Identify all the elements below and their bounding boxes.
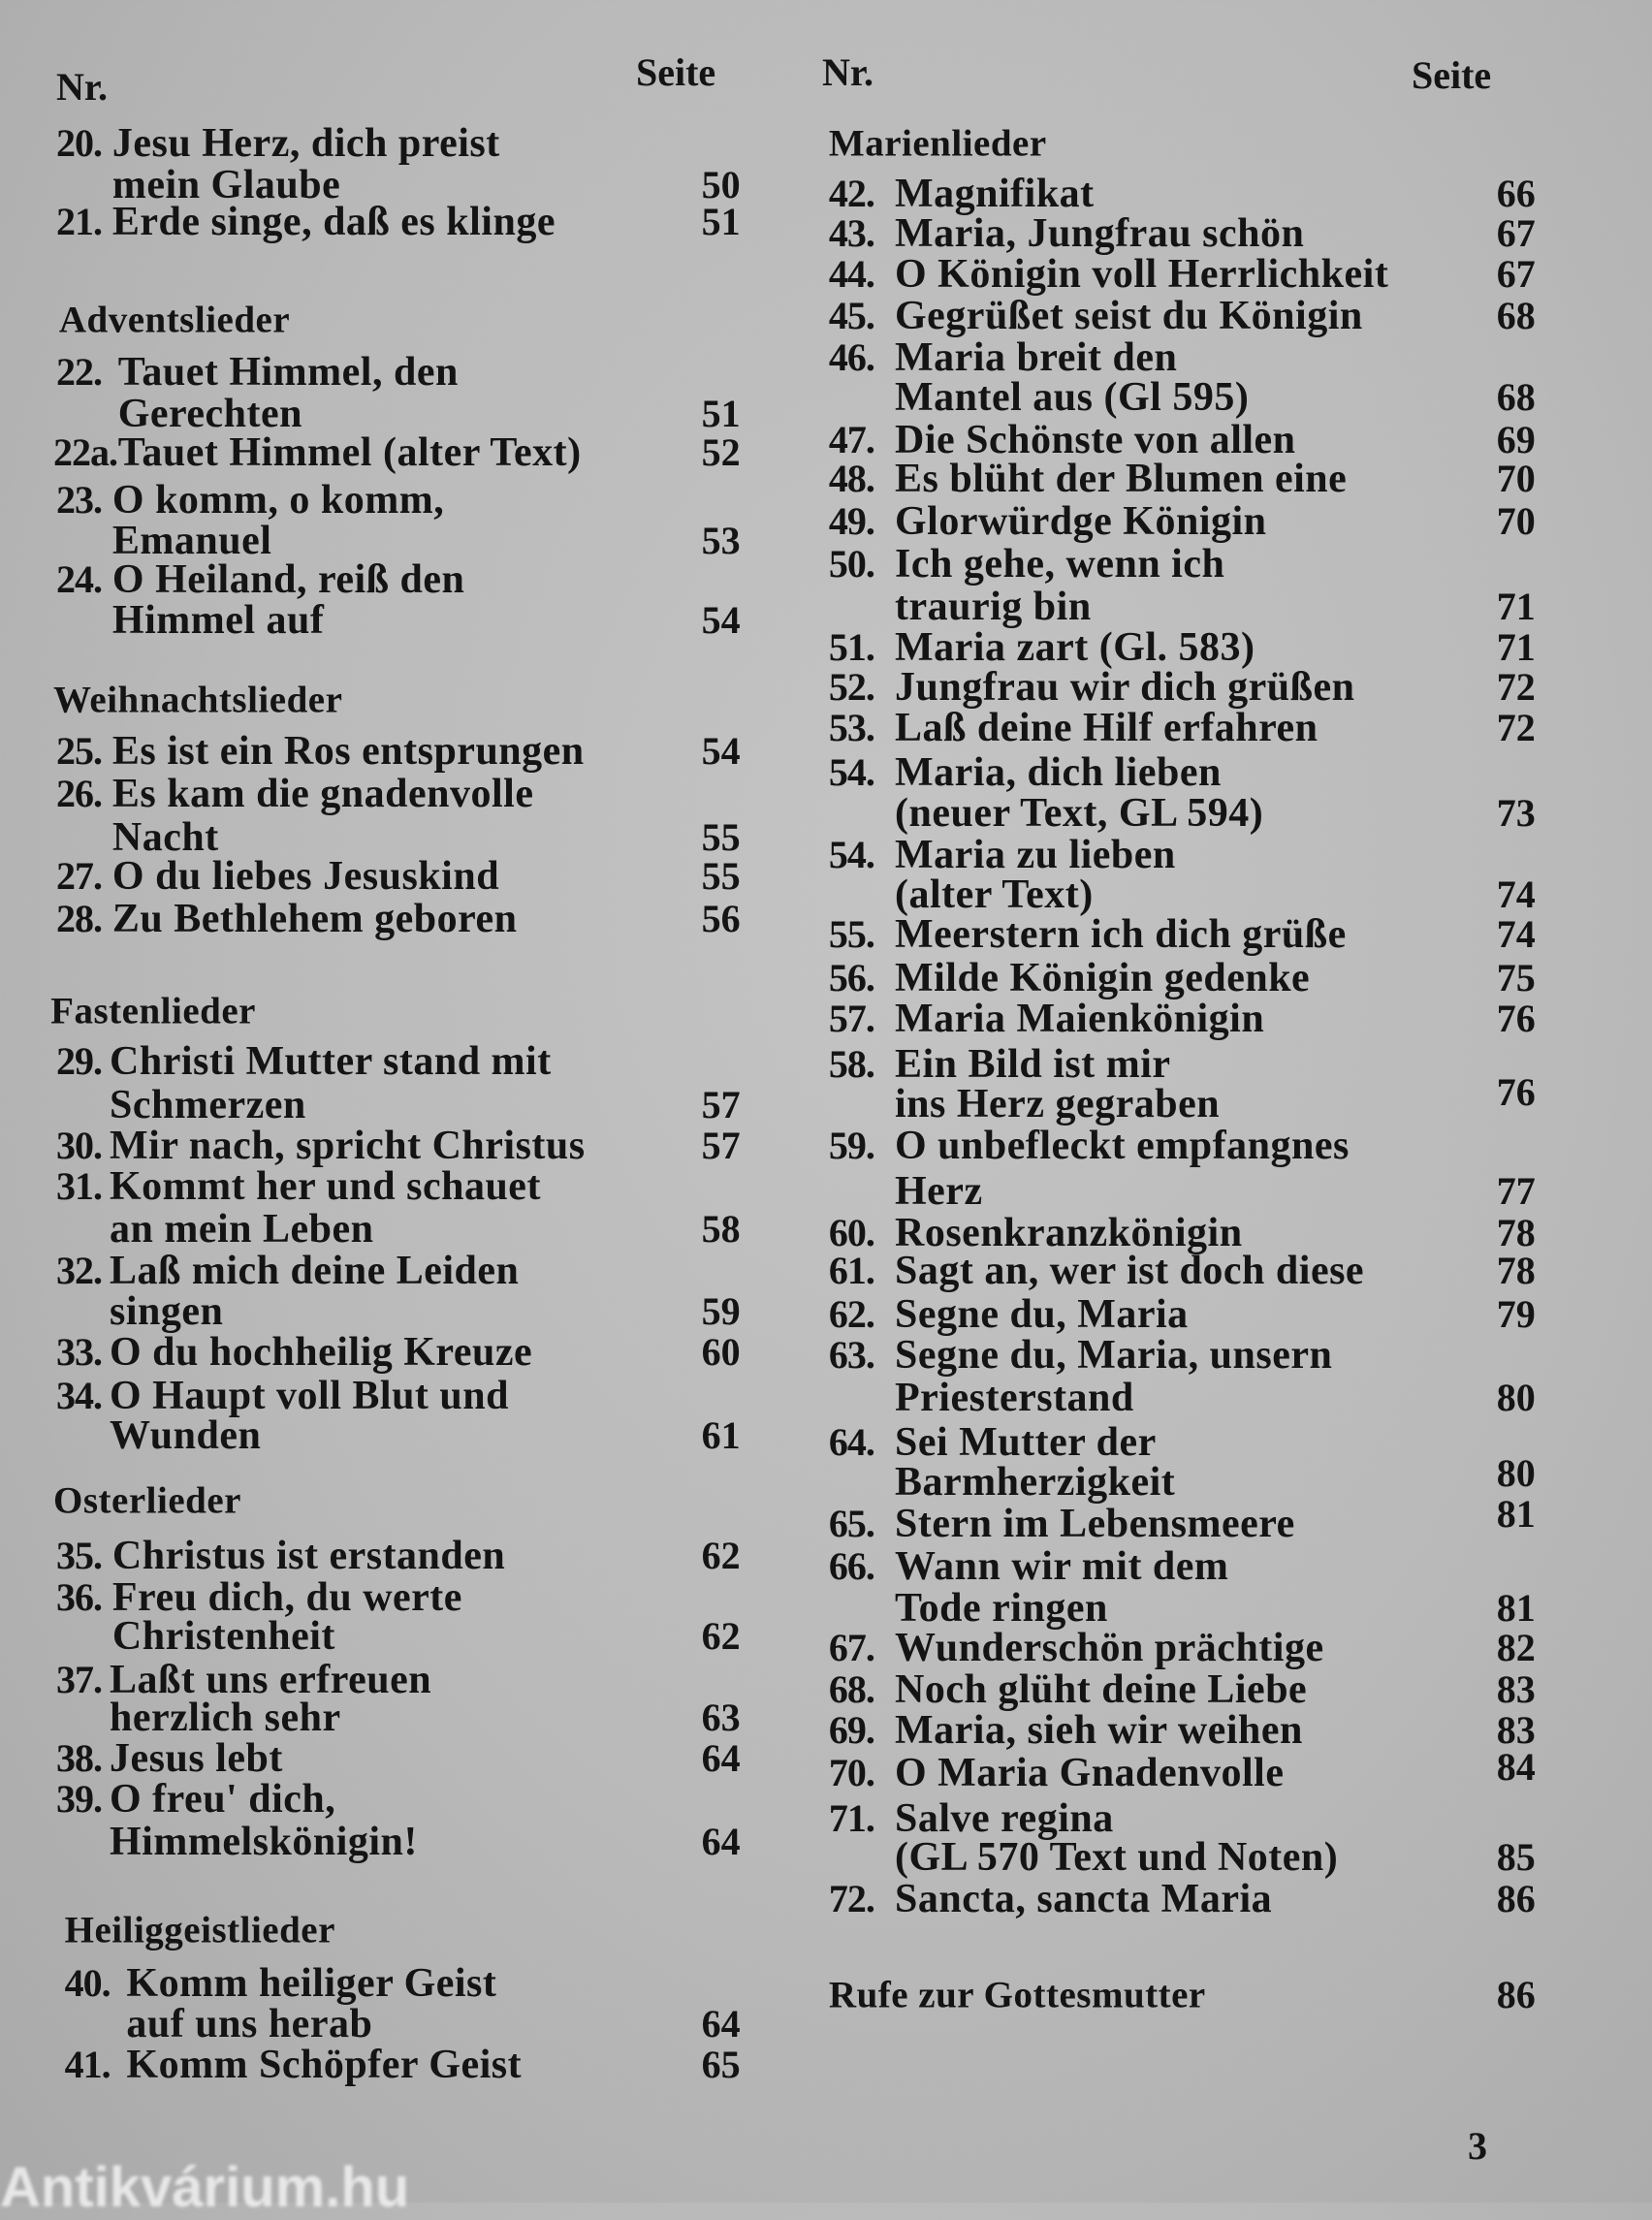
- entry-title[interactable]: Sancta, sancta Maria: [895, 1877, 1273, 1922]
- page-ref[interactable]: 69: [1496, 417, 1536, 461]
- entry-title[interactable]: Maria, Jungfrau schön: [895, 210, 1305, 256]
- left-seite-label: Seite: [636, 50, 716, 94]
- entry-number: 54.: [828, 833, 874, 877]
- entry-number: 35.: [55, 1534, 102, 1578]
- entry-title[interactable]: Maria, dich lieben: [895, 749, 1222, 795]
- entry-number: 42.: [828, 171, 874, 215]
- entry-number: 66.: [828, 1543, 874, 1588]
- entry-title[interactable]: Segne du, Maria, unsern: [895, 1333, 1333, 1379]
- page-ref[interactable]: 74: [1496, 911, 1536, 956]
- entry-title[interactable]: Erde singe, daß es klinge: [111, 199, 556, 244]
- entry-title[interactable]: O freu' dich,: [110, 1777, 336, 1823]
- entry-title[interactable]: Wunden: [110, 1412, 262, 1458]
- entry-title[interactable]: Jungfrau wir dich grüßen: [895, 664, 1355, 710]
- entry-title[interactable]: auf uns herab: [126, 2002, 373, 2046]
- entry-title[interactable]: Ein Bild ist mir: [895, 1042, 1171, 1088]
- page-ref[interactable]: 70: [1496, 498, 1536, 543]
- entry-number: 38.: [55, 1736, 102, 1781]
- entry-number: 64.: [828, 1420, 874, 1465]
- entry-number: 45.: [828, 294, 874, 338]
- entry-title[interactable]: Jesu Herz, dich preist: [111, 120, 500, 166]
- entry-title[interactable]: Maria zu lieben: [895, 833, 1176, 878]
- page-ref[interactable]: 83: [1496, 1708, 1536, 1753]
- entry-number: 54.: [828, 749, 874, 794]
- page-ref[interactable]: 86: [1496, 1972, 1536, 2016]
- entry-number: 49.: [828, 498, 874, 543]
- page-ref[interactable]: 74: [1496, 872, 1536, 916]
- page-ref[interactable]: 60: [701, 1330, 741, 1375]
- entry-title[interactable]: Christenheit: [111, 1614, 335, 1660]
- entry-number: 20.: [55, 120, 102, 165]
- section-heading: Fastenlieder: [50, 990, 256, 1032]
- entry-title[interactable]: Maria, sieh wir weihen: [895, 1708, 1303, 1754]
- right-seite-label: Seite: [1412, 53, 1492, 97]
- entry-number: 33.: [55, 1330, 102, 1375]
- page-ref[interactable]: 85: [1496, 1834, 1536, 1879]
- entry-title[interactable]: Maria zart (Gl. 583): [895, 624, 1255, 670]
- entry-title[interactable]: (alter Text): [895, 872, 1094, 917]
- section-heading: Weihnachtslieder: [53, 679, 343, 721]
- entry-number: 22.: [55, 349, 102, 394]
- entry-number: 53.: [828, 705, 874, 749]
- entry-title[interactable]: Gegrüßet seist du Königin: [895, 294, 1363, 339]
- page-ref[interactable]: 73: [1496, 790, 1536, 835]
- entry-number: 52.: [828, 664, 874, 709]
- entry-number: 70.: [828, 1750, 874, 1794]
- entry-title[interactable]: O Königin voll Herrlichkeit: [895, 251, 1389, 297]
- entry-title[interactable]: Es kam die gnadenvolle: [111, 771, 534, 816]
- entry-title[interactable]: O komm, o komm,: [111, 477, 445, 523]
- entry-number: 43.: [828, 210, 874, 255]
- entry-number: 41.: [64, 2043, 111, 2087]
- page-ref[interactable]: 76: [1496, 996, 1536, 1040]
- page-ref[interactable]: 61: [701, 1412, 741, 1457]
- page-ref[interactable]: 84: [1496, 1744, 1536, 1789]
- entry-title[interactable]: Segne du, Maria: [895, 1292, 1189, 1338]
- entry-title[interactable]: O du liebes Jesuskind: [111, 854, 500, 900]
- entry-title[interactable]: Nacht: [111, 814, 219, 860]
- entry-number: 56.: [828, 955, 874, 999]
- entry-title[interactable]: Priesterstand: [895, 1375, 1134, 1420]
- entry-title[interactable]: Meerstern ich dich grüße: [895, 911, 1347, 957]
- entry-number: 72.: [828, 1877, 874, 1921]
- entry-number: 39.: [55, 1777, 102, 1822]
- entry-title[interactable]: Mantel aus (Gl 595): [895, 375, 1250, 421]
- entry-title[interactable]: Jesus lebt: [110, 1736, 283, 1782]
- entry-number: 29.: [55, 1039, 102, 1084]
- entry-title[interactable]: Komm heiliger Geist: [126, 1960, 497, 2006]
- entry-title[interactable]: traurig bin: [895, 584, 1092, 629]
- entry-title[interactable]: Stern im Lebensmeere: [895, 1502, 1295, 1547]
- entry-title[interactable]: Herz: [895, 1168, 983, 1214]
- entry-title[interactable]: herzlich sehr: [110, 1696, 341, 1741]
- entry-number: 40.: [64, 1960, 111, 2005]
- entry-number: 24.: [55, 557, 102, 602]
- page-ref[interactable]: 51: [701, 199, 741, 243]
- page-ref[interactable]: 68: [1496, 375, 1536, 420]
- page-ref[interactable]: 72: [1496, 705, 1536, 749]
- page-ref[interactable]: 64: [701, 2002, 741, 2046]
- page-ref[interactable]: 71: [1496, 624, 1536, 669]
- entry-title[interactable]: Sei Mutter der: [895, 1420, 1157, 1466]
- entry-title[interactable]: (GL 570 Text und Noten): [895, 1834, 1339, 1880]
- page-number: 3: [1468, 2124, 1487, 2168]
- page-ref[interactable]: 67: [1496, 251, 1536, 296]
- entry-title[interactable]: Ich gehe, wenn ich: [895, 542, 1225, 587]
- page-ref[interactable]: 81: [1496, 1492, 1536, 1537]
- entry-number: 26.: [55, 771, 102, 815]
- entry-title[interactable]: Schmerzen: [110, 1083, 306, 1128]
- entry-title[interactable]: ins Herz gegraben: [895, 1081, 1221, 1126]
- entry-number: 62.: [828, 1292, 874, 1337]
- entry-title[interactable]: Emanuel: [111, 518, 272, 563]
- page-ref[interactable]: 64: [701, 1819, 741, 1863]
- entry-number: 67.: [828, 1625, 874, 1669]
- entry-number: 65.: [828, 1502, 874, 1546]
- page-ref[interactable]: 51: [701, 392, 741, 436]
- left-nr-label: Nr.: [56, 65, 108, 109]
- entry-title[interactable]: Christus ist erstanden: [111, 1534, 506, 1579]
- entry-title[interactable]: Himmelskönigin!: [110, 1819, 418, 1864]
- watermark: Antikvárium.hu: [0, 2156, 410, 2219]
- entry-title[interactable]: Sagt an, wer ist doch diese: [895, 1249, 1365, 1294]
- entry-number: 36.: [55, 1574, 102, 1619]
- entry-number: 59.: [828, 1124, 874, 1168]
- page-ref[interactable]: 81: [1496, 1586, 1536, 1631]
- entry-title[interactable]: Salve regina: [895, 1796, 1114, 1842]
- entry-number: 57.: [828, 996, 874, 1040]
- page-ref[interactable]: 65: [701, 2043, 741, 2087]
- entry-number: 25.: [55, 729, 102, 774]
- page-ref[interactable]: 82: [1496, 1625, 1536, 1669]
- page-ref[interactable]: 57: [701, 1083, 741, 1127]
- entry-number: 48.: [828, 457, 874, 501]
- entry-title[interactable]: Tode ringen: [895, 1586, 1108, 1632]
- entry-title[interactable]: Zu Bethlehem geboren: [111, 896, 518, 941]
- section-heading: Adventslieder: [58, 299, 291, 341]
- section-heading: Heiliggeistlieder: [64, 1909, 335, 1951]
- entry-title[interactable]: Maria breit den: [895, 335, 1178, 381]
- page-ref[interactable]: 54: [701, 598, 741, 643]
- entry-title[interactable]: Christi Mutter stand mit: [110, 1039, 552, 1085]
- page-ref[interactable]: 63: [701, 1696, 741, 1740]
- entry-title[interactable]: O Heiland, reiß den: [111, 557, 465, 603]
- page-ref[interactable]: 72: [1496, 664, 1536, 709]
- page-ref[interactable]: 50: [701, 163, 741, 207]
- entry-number: 47.: [828, 417, 874, 461]
- entry-number: 31.: [55, 1164, 102, 1209]
- entry-number: 28.: [55, 896, 102, 940]
- section-heading: Marienlieder: [828, 122, 1047, 165]
- entry-title[interactable]: Freu dich, du werte: [111, 1574, 462, 1620]
- entry-title[interactable]: Gerechten: [117, 392, 303, 437]
- entry-title[interactable]: O Haupt voll Blut und: [110, 1374, 509, 1419]
- entry-number: 37.: [55, 1658, 102, 1701]
- page-ref[interactable]: 52: [701, 429, 741, 474]
- page-ref[interactable]: 66: [1496, 171, 1536, 215]
- entry-title[interactable]: Komm Schöpfer Geist: [126, 2043, 523, 2088]
- entry-title[interactable]: Wunderschön prächtige: [895, 1625, 1324, 1670]
- entry-number: 34.: [55, 1374, 102, 1418]
- page-ref[interactable]: 56: [701, 896, 741, 940]
- page-ref[interactable]: 78: [1496, 1211, 1536, 1255]
- entry-number: 44.: [828, 251, 874, 296]
- entry-title[interactable]: an mein Leben: [110, 1206, 374, 1252]
- page-ref[interactable]: 62: [701, 1534, 741, 1578]
- page-ref[interactable]: 75: [1496, 955, 1536, 999]
- entry-number: 63.: [828, 1333, 874, 1378]
- entry-title[interactable]: Tauet Himmel, den: [117, 349, 459, 395]
- page-ref[interactable]: 55: [701, 854, 741, 899]
- entry-title[interactable]: Laß mich deine Leiden: [110, 1249, 520, 1294]
- entry-title[interactable]: Laß deine Hilf erfahren: [895, 705, 1318, 750]
- entry-number: 71.: [828, 1796, 874, 1841]
- page-ref[interactable]: 59: [701, 1289, 741, 1334]
- entry-title[interactable]: Maria Maienkönigin: [895, 996, 1265, 1041]
- entry-title[interactable]: mein Glaube: [111, 163, 341, 208]
- page-ref[interactable]: 80: [1496, 1451, 1536, 1495]
- right-nr-label: Nr.: [822, 50, 874, 94]
- entry-number: 27.: [55, 854, 102, 899]
- entry-title[interactable]: Kommt her und schauet: [110, 1164, 541, 1210]
- page-ref[interactable]: 54: [701, 729, 741, 774]
- entry-title[interactable]: Es blüht der Blumen eine: [895, 457, 1348, 502]
- entry-title[interactable]: singen: [110, 1289, 224, 1335]
- entry-number: 51.: [828, 624, 874, 669]
- page-ref[interactable]: 67: [1496, 210, 1536, 255]
- page-ref[interactable]: 64: [701, 1736, 741, 1781]
- entry-number: 60.: [828, 1211, 874, 1255]
- entry-title[interactable]: (neuer Text, GL 594): [895, 790, 1264, 836]
- page-ref[interactable]: 58: [701, 1206, 741, 1251]
- page-ref[interactable]: 70: [1496, 457, 1536, 501]
- entry-title[interactable]: Tauet Himmel (alter Text): [117, 429, 582, 475]
- section-heading: Rufe zur Gottesmutter: [828, 1974, 1206, 2016]
- entry-title[interactable]: Wann wir mit dem: [895, 1543, 1229, 1589]
- entry-title[interactable]: Die Schönste von allen: [895, 417, 1296, 462]
- page-ref[interactable]: 68: [1496, 294, 1536, 338]
- entry-number: 23.: [55, 477, 102, 522]
- entry-number: 55.: [828, 911, 874, 956]
- entry-title[interactable]: Mir nach, spricht Christus: [110, 1124, 586, 1169]
- entry-number: 61.: [828, 1249, 874, 1293]
- page-ref[interactable]: 76: [1496, 1070, 1536, 1115]
- page-ref[interactable]: 53: [701, 518, 741, 562]
- entry-title[interactable]: Es ist ein Ros entsprungen: [111, 729, 585, 775]
- entry-title[interactable]: O unbefleckt empfangnes: [895, 1124, 1350, 1169]
- page-ref[interactable]: 86: [1496, 1877, 1536, 1921]
- entry-title[interactable]: Noch glüht deine Liebe: [895, 1667, 1308, 1713]
- page-ref[interactable]: 62: [701, 1614, 741, 1659]
- entry-number: 68.: [828, 1667, 874, 1712]
- entry-number: 46.: [828, 335, 874, 380]
- page-ref[interactable]: 79: [1496, 1292, 1536, 1337]
- page-ref[interactable]: 77: [1496, 1168, 1536, 1213]
- entry-title[interactable]: Laßt uns erfreuen: [110, 1658, 432, 1702]
- page-ref[interactable]: 71: [1496, 584, 1536, 628]
- entry-number: 50.: [828, 542, 874, 587]
- page-ref[interactable]: 55: [701, 814, 741, 859]
- entry-title[interactable]: Glorwürdge Königin: [895, 498, 1267, 544]
- entry-title[interactable]: O Maria Gnadenvolle: [895, 1750, 1285, 1795]
- entry-title[interactable]: O du hochheilig Kreuze: [110, 1330, 533, 1376]
- entry-title[interactable]: Magnifikat: [895, 171, 1095, 216]
- page-ref[interactable]: 57: [701, 1124, 741, 1168]
- entry-number: 32.: [55, 1249, 102, 1293]
- entry-title[interactable]: Rosenkranzkönigin: [895, 1211, 1243, 1256]
- entry-number: 22a.: [53, 429, 118, 474]
- entry-number: 58.: [828, 1042, 874, 1087]
- section-heading: Osterlieder: [53, 1479, 241, 1522]
- page-ref[interactable]: 83: [1496, 1667, 1536, 1712]
- page-ref[interactable]: 80: [1496, 1375, 1536, 1419]
- entry-title[interactable]: Barmherzigkeit: [895, 1459, 1176, 1505]
- entry-number: 30.: [55, 1124, 102, 1168]
- entry-title[interactable]: Himmel auf: [111, 598, 325, 644]
- entry-number: 69.: [828, 1708, 874, 1753]
- entry-title[interactable]: Milde Königin gedenke: [895, 955, 1311, 1000]
- entry-number: 21.: [55, 199, 102, 243]
- page-ref[interactable]: 78: [1496, 1249, 1536, 1293]
